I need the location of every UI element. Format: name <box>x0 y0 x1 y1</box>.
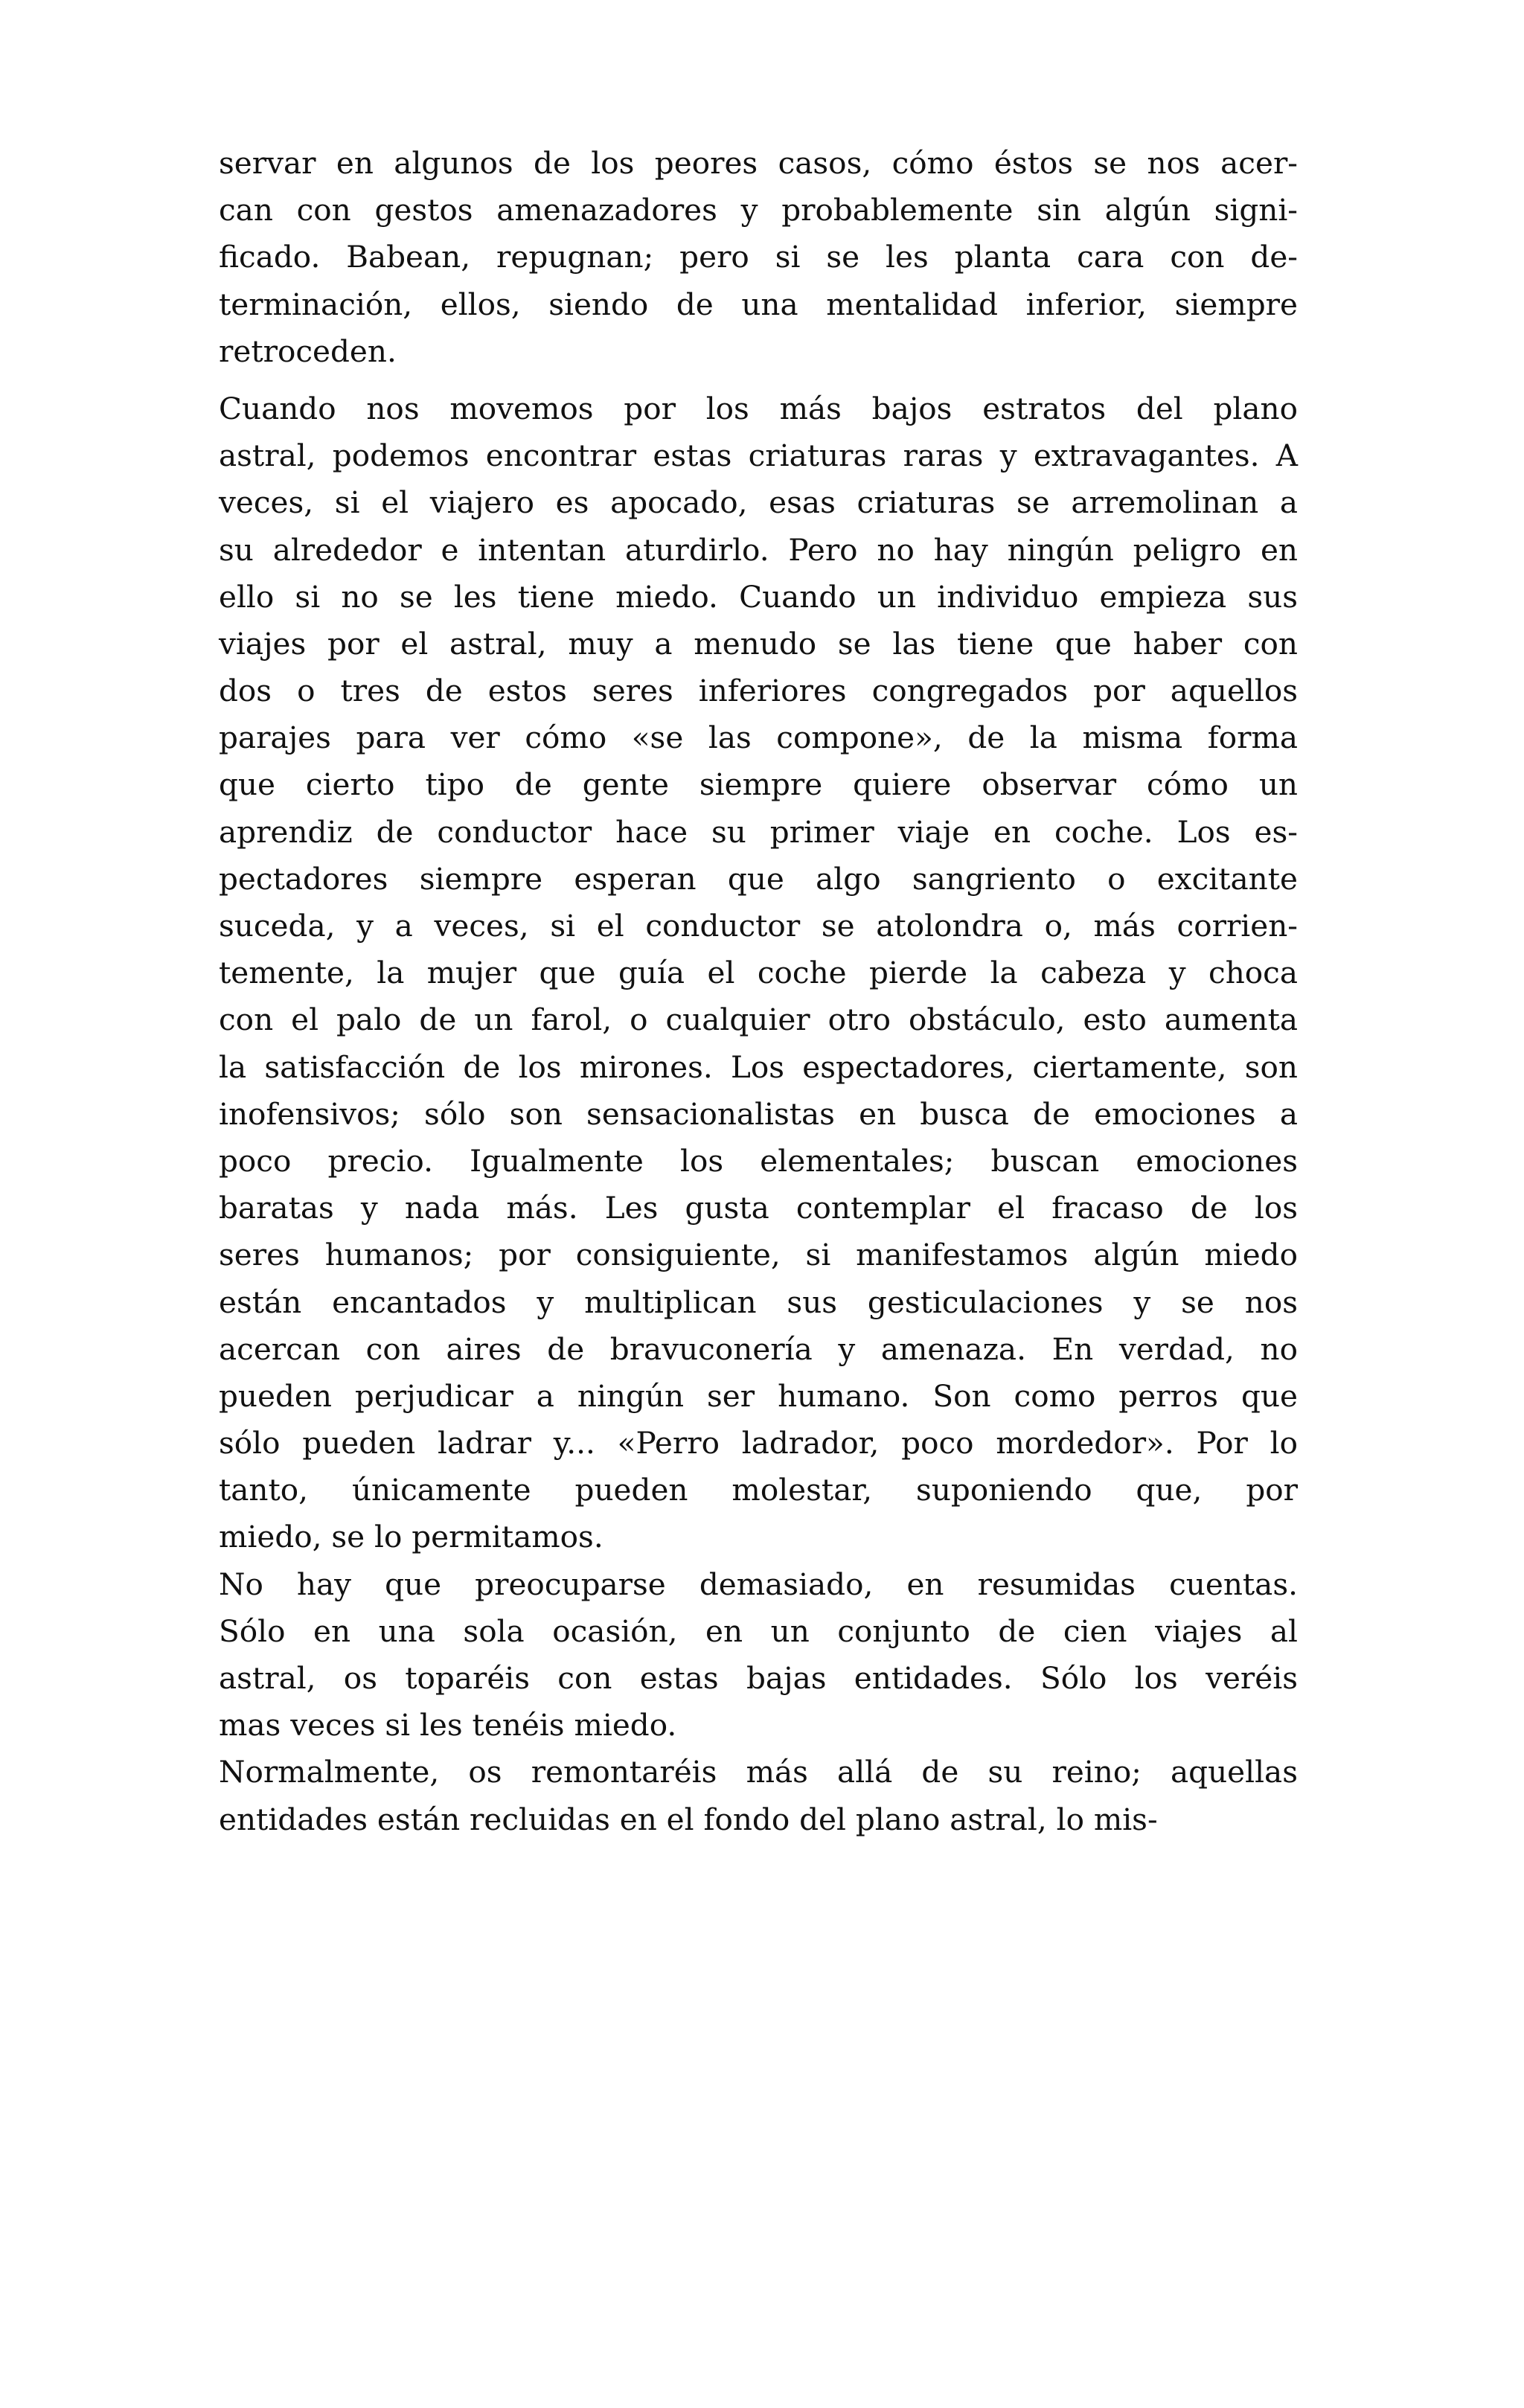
text-line: pueden perjudicar a ningún ser humano. Son como perros que <box>219 1377 1298 1414</box>
text-line: ello si no se les tiene miedo. Cuando un individuo empieza sus <box>219 578 1298 615</box>
text-line: miedo, se lo permitamos. <box>219 1519 603 1555</box>
text-line: aprendiz de conductor hace su primer viaje en coche. Los es- <box>219 813 1298 850</box>
text-line: entidades están recluidas en el fondo del plano astral, lo mis- <box>219 1801 1158 1837</box>
text-line: Normalmente, os remontaréis más allá de su reino; aquellas <box>219 1754 1298 1790</box>
text-line: poco precio. Igualmente los elementales; buscan emociones <box>219 1142 1298 1179</box>
text-line: servar en algunos de los peores casos, cómo éstos se nos acer- <box>219 145 1298 181</box>
text-line: ficado. Babean, repugnan; pero si se les planta cara con de- <box>219 239 1298 275</box>
text-line: acercan con aires de bravuconería y amenaza. En verdad, no <box>219 1331 1298 1367</box>
text-line: temente, la mujer que guía el coche pierde la cabeza y choca <box>219 955 1298 991</box>
paragraph <box>219 1749 1298 1842</box>
paragraph <box>219 140 1298 375</box>
text-line: baratas y nada más. Les gusta contemplar el fracaso de los <box>219 1190 1298 1226</box>
text-line: Sólo en una sola ocasión, en un conjunto de cien viajes al <box>219 1613 1298 1649</box>
text-line: la satisfacción de los mirones. Los espectadores, ciertamente, son <box>219 1048 1298 1085</box>
paragraph <box>219 1561 1298 1749</box>
text-line: pectadores siempre esperan que algo sangriento o excitante <box>219 860 1298 897</box>
text-line: can con gestos amenazadores y probablemente sin algún signi- <box>219 192 1298 228</box>
text-line: astral, podemos encontrar estas criaturas raras y extravagantes. A <box>219 438 1298 474</box>
text-line: mas veces si les tenéis miedo. <box>219 1707 677 1743</box>
text-line: Cuando nos movemos por los más bajos estratos del plano <box>219 390 1298 426</box>
text-line: parajes para ver cómo «se las compone», de la misma forma <box>219 720 1298 756</box>
text-line: sólo pueden ladrar y... «Perro ladrador, poco mordedor». Por lo <box>219 1425 1298 1461</box>
text-line: inofensivos; sólo son sensacionalistas en busca de emociones a <box>219 1095 1298 1132</box>
paragraph <box>219 385 1298 1561</box>
text-line: terminación, ellos, siendo de una mentalidad inferior, siempre <box>219 286 1298 322</box>
text-line: seres humanos; por consiguiente, si manifestamos algún miedo <box>219 1237 1298 1273</box>
text-line: dos o tres de estos seres inferiores congregados por aquellos <box>219 673 1298 709</box>
text-line: viajes por el astral, muy a menudo se las tiene que haber con <box>219 625 1298 662</box>
text-line: No hay que preocuparse demasiado, en resumidas cuentas. <box>219 1566 1298 1602</box>
text-line: tanto, únicamente pueden molestar, suponiendo que, por <box>219 1472 1298 1508</box>
text-line: con el palo de un farol, o cualquier otro obstáculo, esto aumenta <box>219 1002 1298 1038</box>
text-line: están encantados y multiplican sus gesticulaciones y se nos <box>219 1284 1298 1320</box>
text-line: retroceden. <box>219 333 397 369</box>
text-line: veces, si el viajero es apocado, esas criaturas se arremolinan a <box>219 484 1298 521</box>
paragraph-gap <box>219 375 1298 385</box>
body-text <box>219 140 1298 1843</box>
text-line: su alrededor e intentan aturdirlo. Pero no hay ningún peligro en <box>219 531 1298 568</box>
text-line: astral, os toparéis con estas bajas entidades. Sólo los veréis <box>219 1660 1298 1696</box>
text-line: suceda, y a veces, si el conductor se atolondra o, más corrien- <box>219 908 1298 944</box>
text-line: que cierto tipo de gente siempre quiere observar cómo un <box>219 766 1298 803</box>
